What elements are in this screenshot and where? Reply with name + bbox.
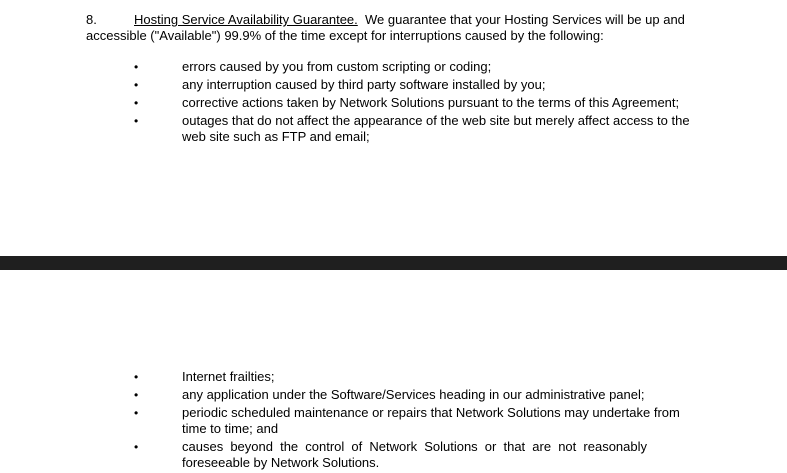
list-item <box>0 439 707 471</box>
bullet-icon: • <box>134 388 139 402</box>
section-paragraph <box>86 12 726 44</box>
bullet-icon: • <box>134 114 139 128</box>
section-number: 8. <box>86 12 97 27</box>
list-item <box>0 95 707 111</box>
list-item <box>0 77 707 93</box>
bullet-icon: • <box>134 440 139 454</box>
list-item-text: Internet frailties; <box>182 369 275 384</box>
list-item <box>0 387 707 403</box>
list-item-text: outages that do not affect the appearance of the web site but merely affect access to the web site such as FTP and email; <box>182 113 690 144</box>
page-break-divider <box>0 256 787 270</box>
section-title: Hosting Service Availability Guarantee. <box>134 12 358 27</box>
bullet-icon: • <box>134 60 139 74</box>
exclusions-list-bottom <box>0 369 707 473</box>
list-item-text: periodic scheduled maintenance or repairs that Network Solutions may undertake from time to time; and <box>182 405 680 436</box>
bullet-icon: • <box>134 370 139 384</box>
list-item-text: errors caused by you from custom scripting or coding; <box>182 59 492 74</box>
list-item <box>0 59 707 75</box>
bullet-icon: • <box>134 96 139 110</box>
list-item-text: any application under the Software/Services heading in our administrative panel; <box>182 387 645 402</box>
exclusions-list-top <box>0 59 707 147</box>
list-item-text: corrective actions taken by Network Solutions pursuant to the terms of this Agreement; <box>182 95 680 110</box>
list-item <box>0 405 707 437</box>
list-item-text: causes beyond the control of Network Solutions or that are not reasonably foreseeable by Network Solutions. <box>182 439 647 470</box>
list-item <box>0 369 707 385</box>
bullet-icon: • <box>134 406 139 420</box>
list-item <box>0 113 707 145</box>
list-item-text: any interruption caused by third party software installed by you; <box>182 77 546 92</box>
section-intro: We guarantee that your Hosting Services will be up and accessible ("Available") 99.9% of the time except for interruptions caused by the following: <box>86 12 685 43</box>
bullet-icon: • <box>134 78 139 92</box>
